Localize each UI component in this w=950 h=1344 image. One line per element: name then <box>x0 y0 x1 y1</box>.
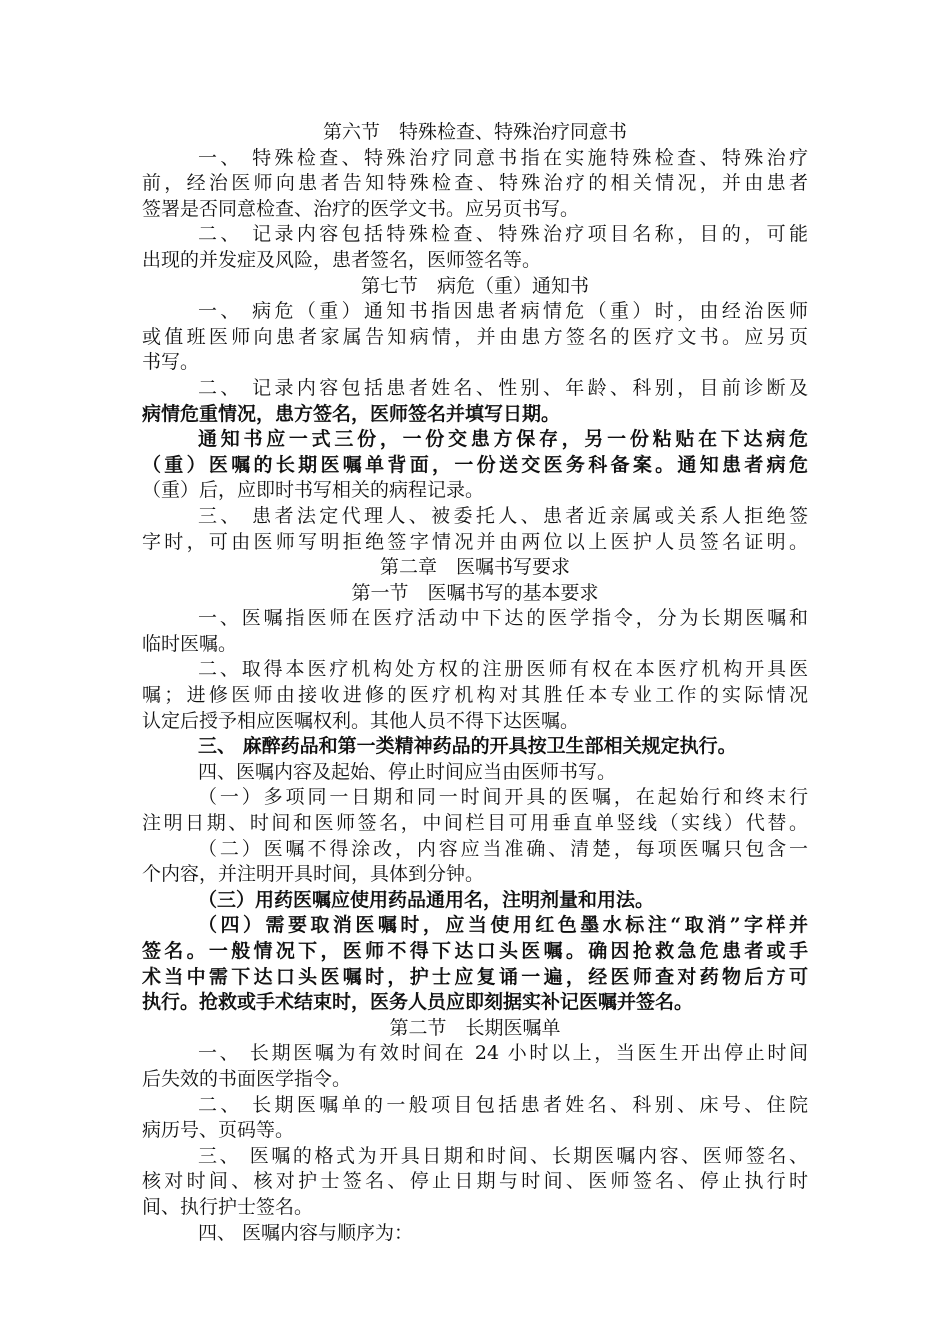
paragraph-line: （重）医嘱的长期医嘱单背面，一份送交医务科备案。通知患者病危 <box>142 453 808 476</box>
paragraph-line: 注明日期、时间和医师签名，中间栏目可用垂直单竖线（实线）代替。 <box>142 812 808 835</box>
paragraph-line: 病历号、页码等。 <box>142 1119 295 1142</box>
paragraph-line: 术当中需下达口头医嘱时，护士应复诵一遍，经医师查对药物后方可 <box>142 965 808 988</box>
paragraph-line: 或值班医师向患者家属告知病情，并由患方签名的医疗文书。应另页 <box>142 325 808 348</box>
paragraph-line: 一、 长期医嘱为有效时间在 24 小时以上，当医生开出停止时间 <box>198 1042 808 1065</box>
paragraph-line: 出现的并发症及风险，患者签名，医师签名等。 <box>142 248 542 271</box>
section-6-heading: 第六节 特殊检查、特殊治疗同意书 <box>322 121 627 143</box>
paragraph-line: 四、医嘱内容及起始、停止时间应当由医师书写。 <box>198 760 617 783</box>
paragraph-line: （一）多项同一日期和同一时间开具的医嘱，在起始行和终末行 <box>198 786 808 809</box>
paragraph-line: 二、 记录内容包括特殊检查、特殊治疗项目名称，目的，可能 <box>198 223 808 246</box>
paragraph-line: 字时，可由医师写明拒绝签字情况并由两位以上医护人员签名证明。 <box>142 530 808 553</box>
paragraph-line: 个内容，并注明开具时间，具体到分钟。 <box>142 863 485 886</box>
paragraph-line: 通知书应一式三份，一份交患方保存，另一份粘贴在下达病危 <box>198 428 808 451</box>
paragraph-line: 三、 麻醉药品和第一类精神药品的开具按卫生部相关规定执行。 <box>198 735 737 758</box>
paragraph-line: 三、 医嘱的格式为开具日期和时间、长期医嘱内容、医师签名、 <box>198 1144 808 1167</box>
section-7-heading: 第七节 病危（重）通知书 <box>360 274 589 297</box>
paragraph-line: 认定后授予相应医嘱权利。其他人员不得下达医嘱。 <box>142 709 580 732</box>
paragraph-line: 前，经治医师向患者告知特殊检查、特殊治疗的相关情况，并由患者 <box>142 172 808 195</box>
paragraph-line: 二、取得本医疗机构处方权的注册医师有权在本医疗机构开具医 <box>198 658 808 681</box>
paragraph-line: 嘱；进修医师由接收进修的医疗机构对其胜任本专业工作的实际情况 <box>142 684 808 707</box>
document-page <box>142 120 808 1246</box>
paragraph-line: 签署是否同意检查、治疗的医学文书。应另页书写。 <box>142 197 580 220</box>
paragraph-line: （重）后，应即时书写相关的病程记录。 <box>142 479 485 502</box>
paragraph-line: 二、 记录内容包括患者姓名、性别、年龄、科别，目前诊断及 <box>198 376 808 399</box>
paragraph-line: 签名。一般情况下，医师不得下达口头医嘱。确因抢救急危患者或手 <box>142 940 808 962</box>
chapter-2-heading: 第二章 医嘱书写要求 <box>379 556 570 579</box>
paragraph-line: 临时医嘱。 <box>142 632 238 655</box>
paragraph-line: 四、 医嘱内容与顺序为： <box>198 1221 414 1244</box>
paragraph-line: 核对时间、核对护士签名、停止日期与时间、医师签名、停止执行时 <box>142 1170 808 1193</box>
paragraph-line: 一、 病危（重）通知书指因患者病情危（重）时，由经治医师 <box>198 300 808 323</box>
paragraph-line: 二、 长期医嘱单的一般项目包括患者姓名、科别、床号、住院 <box>198 1093 808 1116</box>
section-2-heading: 第二节 长期医嘱单 <box>389 1016 561 1039</box>
section-1-heading: 第一节 医嘱书写的基本要求 <box>351 581 599 604</box>
paragraph-line: 三、 患者法定代理人、被委托人、患者近亲属或关系人拒绝签 <box>198 504 808 527</box>
paragraph-line: 书写。 <box>142 351 200 374</box>
paragraph-line: （二）医嘱不得涂改，内容应当准确、清楚，每项医嘱只包含一 <box>198 837 808 860</box>
paragraph-line: （四）需要取消医嘱时，应当使用红色墨水标注“取消”字样并 <box>198 914 808 937</box>
paragraph-line: 执行。抢救或手术结束时，医务人员应即刻据实补记医嘱并签名。 <box>142 991 694 1014</box>
paragraph-line: 一、医嘱指医师在医疗活动中下达的医学指令，分为长期医嘱和 <box>198 607 808 630</box>
paragraph-line: 后失效的书面医学指令。 <box>142 1067 352 1090</box>
paragraph-line: （三）用药医嘱应使用药品通用名，注明剂量和用法。 <box>198 888 655 911</box>
paragraph-line: 间、执行护士签名。 <box>142 1195 314 1218</box>
paragraph-line: 一、 特殊检查、特殊治疗同意书指在实施特殊检查、特殊治疗 <box>198 146 808 169</box>
paragraph-line: 病情危重情况，患方签名，医师签名并填写日期。 <box>142 402 561 425</box>
